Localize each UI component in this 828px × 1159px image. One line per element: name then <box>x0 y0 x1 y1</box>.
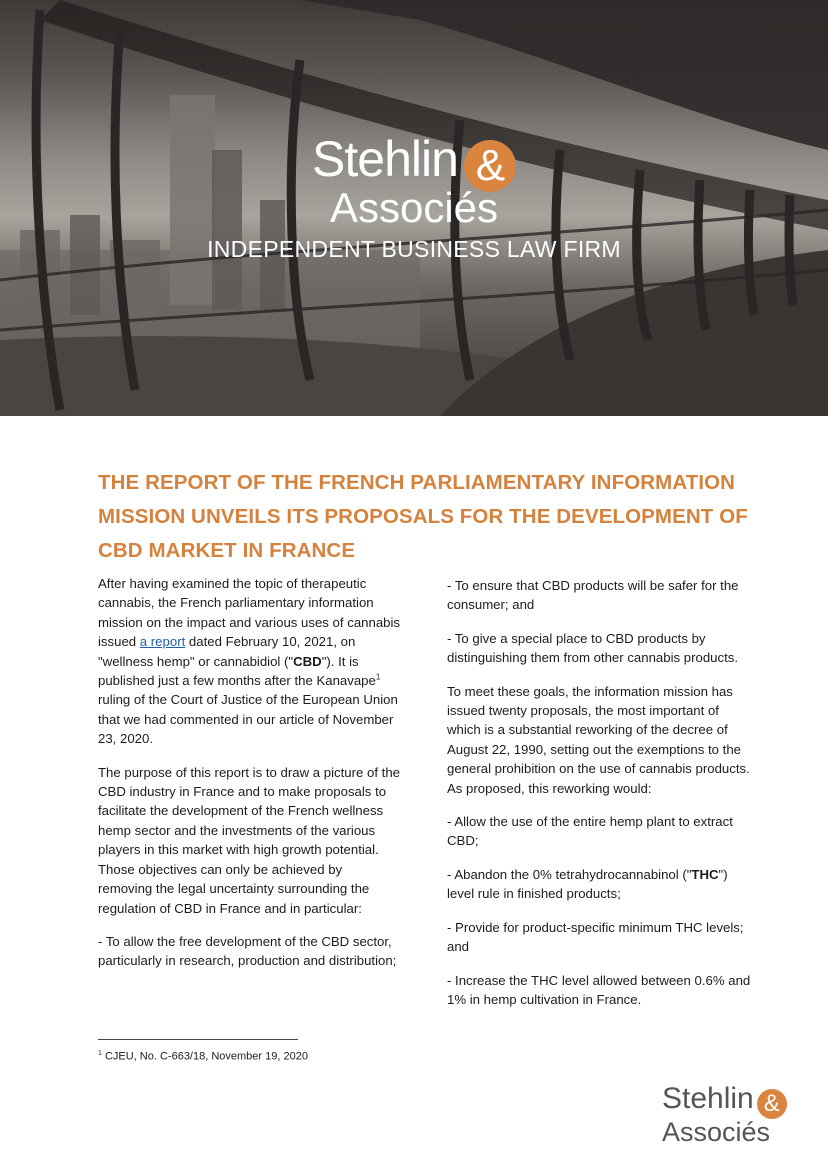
hero-banner <box>0 0 828 416</box>
intro-text: "). It is published just a few months after the Kanavape <box>98 653 376 689</box>
thc-text: ") level rule in finished products; <box>447 866 728 902</box>
logo-name: Stehlin <box>312 131 458 187</box>
paragraph-bullet-safer: - To ensure that CBD products will be safer for the consumer; and <box>447 578 739 613</box>
firm-logo <box>0 131 828 231</box>
left-column <box>98 574 400 985</box>
cbd-term: CBD <box>293 653 322 669</box>
footnote-divider <box>98 1039 298 1040</box>
paragraph-bullet-hemp-plant: - Allow the use of the entire hemp plant to extract CBD; <box>447 814 733 849</box>
footer-logo <box>662 1084 802 1145</box>
footer-logo-name: Stehlin <box>662 1082 754 1115</box>
paragraph-bullet-special-place: - To give a special place to CBD products by distinguishing them from other cannabis products. <box>447 630 739 666</box>
thc-term: THC <box>691 866 719 882</box>
footnote-ref[interactable]: 1 <box>375 672 381 682</box>
footnote <box>98 1050 308 1063</box>
footer-logo-associes: Associés <box>662 1117 771 1147</box>
intro-text: After having examined the topic of therapeutic cannabis, the French parliamentary information mission on the impact and various uses of cannabis issued <box>98 576 401 650</box>
paragraph-intro <box>98 574 400 749</box>
logo-associes: Associés <box>329 184 499 231</box>
paragraph-bullet-development: - To allow the free development of the CBD sector, particularly in research, production and distribution; <box>98 933 397 969</box>
footnote-number: 1 <box>98 1050 102 1057</box>
paragraph-bullet-thc-rule <box>447 865 755 904</box>
report-link[interactable]: a report <box>139 634 186 650</box>
intro-text: dated February 10, 2021, on "wellness hemp" or cannabidiol (" <box>98 634 356 669</box>
intro-text: ruling of the Court of Justice of the European Union that we had commented in our article of November 23, 2020. <box>98 692 398 747</box>
paragraph-goals: To meet these goals, the information mission has issued twenty proposals, the most important of which is a substantial reworking of the decree of August 22, 1990, setting out the exemptions to the general prohibition on the use of cannabis products. As proposed, this reworking would: <box>447 683 750 796</box>
paragraph-purpose: The purpose of this report is to draw a picture of the CBD industry in France and to make proposals to facilitate the development of the French wellness hemp sector and the investments of the various players in this market with high growth potential. Those objectives can only be achieved by removing the legal uncertainty surrounding the regulation of CBD in France and in particular: <box>98 764 401 916</box>
paragraph-bullet-increase-thc: - Increase the THC level allowed between 0.6% and 1% in hemp cultivation in France. <box>447 972 751 1007</box>
logo-ampersand: & <box>464 140 516 192</box>
footnote-text: CJEU, No. C-663/18, November 19, 2020 <box>101 1050 308 1063</box>
thc-text: - Abandon the 0% tetrahydrocannabinol (" <box>447 866 692 882</box>
footer-logo-ampersand: & <box>757 1089 787 1119</box>
right-column <box>447 576 755 1023</box>
paragraph-bullet-minimum-thc: - Provide for product-specific minimum THC levels; and <box>447 919 744 955</box>
article-title: THE REPORT OF THE FRENCH PARLIAMENTARY INFORMATION MISSION UNVEILS ITS PROPOSALS FOR THE DEVELOPMENT OF CBD MARKET IN FRANCE <box>98 471 748 562</box>
firm-tagline: INDEPENDENT BUSINESS LAW FIRM <box>207 236 621 262</box>
